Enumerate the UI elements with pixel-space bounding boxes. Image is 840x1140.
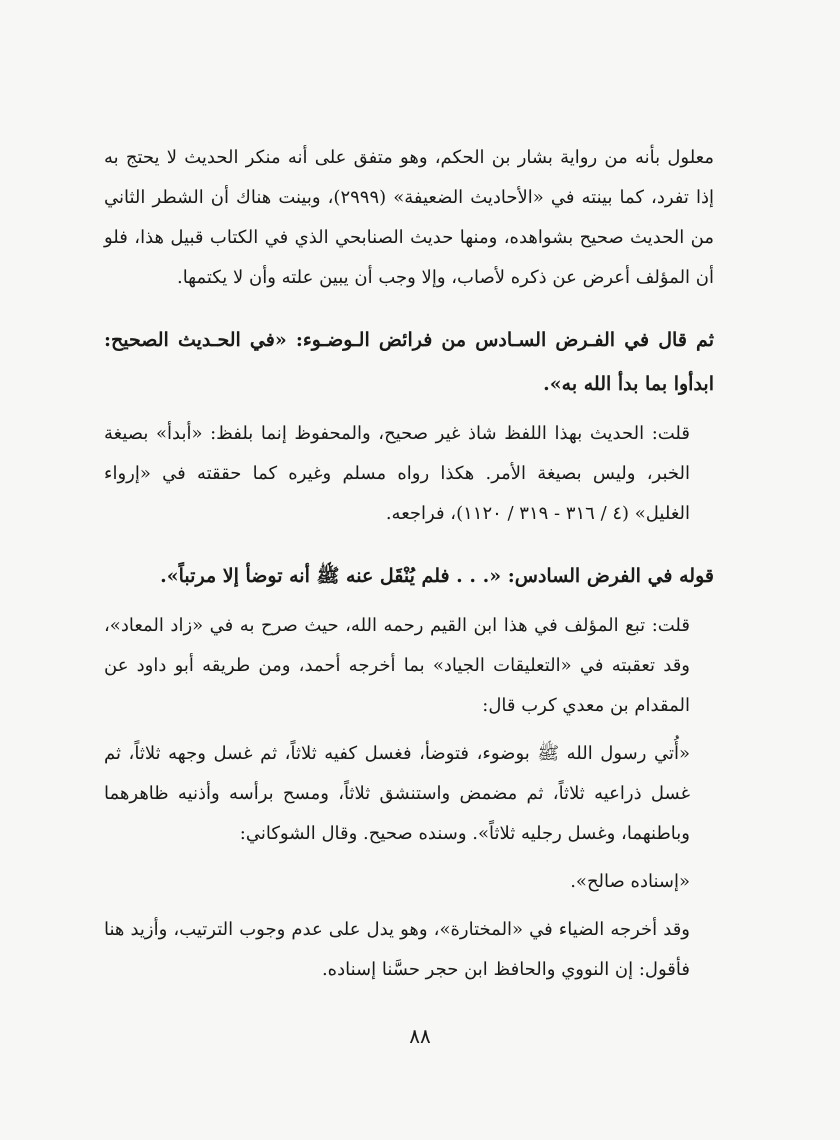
paragraph-shawkani-quote: «إسناده صالح». — [570, 871, 690, 892]
paragraph-comment-hadith-wording: قلت: الحديث بهذا اللفظ شاذ غير صحيح، والمحفوظ إنما بلفظ: «أبدأ» بصيغة الخبر، وليس بصيغة الأمر. هكذا رواه مسلم وغيره كما حققته في «إرواء الغليل» (٤ / ٣١٦ - ٣١٩ / ١١٢٠)، فراجعه. — [104, 423, 690, 524]
paragraph-intro: معلول بأنه من رواية بشار بن الحكم، وهو متفق على أنه منكر الحديث لا يحتج به إذا تفرد، كما بينته في «الأحاديث الضعيفة» (٢٩٩٩)، وبينت هناك أن الشطر الثاني من الحديث صحيح بشواهده، ومنها حديث الصنابحي الذي في الكتاب قبيل هذا، فلو أن المؤلف أعرض عن ذكره لأصاب، وإلا وجب أن يبين علته وأن لا يكتمها. — [104, 147, 714, 288]
heading-order-claim: قوله في الفرض السادس: «. . . فلم يُنْقَل عنه ﷺ أنه توضأ إلا مرتباً». — [160, 565, 714, 587]
paragraph-closing: وقد أخرجه الضياء في «المختارة»، وهو يدل على عدم وجوب الترتيب، وأزيد هنا فأقول: إن النووي والحافظ ابن حجر حسَّنا إسناده. — [104, 919, 690, 980]
page-number: ٨٨ — [409, 1024, 431, 1048]
heading-sixth-obligation: ثم قال في الفـرض السـادس من فرائض الـوضـوء: «في الحـديث الصحيح: ابدأوا بما بدأ الله به». — [104, 329, 714, 395]
paragraph-hadith-quote: «أُتي رسول الله ﷺ بوضوء، فتوضأ، فغسل كفيه ثلاثاً، ثم غسل وجهه ثلاثاً، ثم غسل ذراعيه ثلاثاً، ثم مضمض واستنشق ثلاثاً، ومسح برأسه وأذنيه ظاهرهما وباطنهما، وغسل رجليه ثلاثاً». وسنده صحيح. وقال الشوكاني: — [104, 743, 690, 844]
paragraph-comment-ibn-qayyim: قلت: تبع المؤلف في هذا ابن القيم رحمه الله، حيث صرح به في «زاد المعاد»، وقد تعقبته في «التعليقات الجياد» بما أخرجه أحمد، ومن طريقه أبو داود عن المقدام بن معدي كرب قال: — [104, 615, 690, 716]
text-body — [104, 138, 714, 990]
